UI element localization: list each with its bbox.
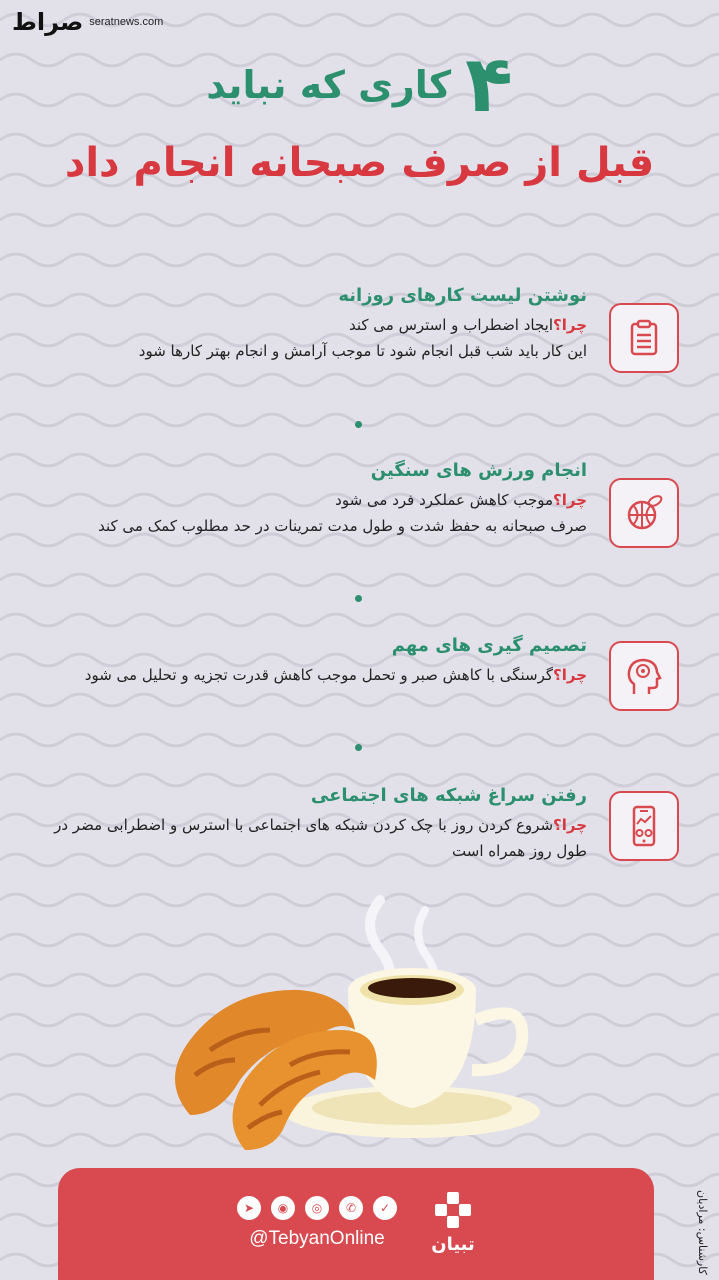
title-line1: کاری که نباید [206,63,452,107]
serat-logo: صراط [12,8,84,36]
title-line2: قبل از صرف صبحانه انجام داد [64,140,655,186]
tip-title: نوشتن لیست کارهای روزانه [338,285,587,306]
tip-title: انجام ورزش های سنگین [370,460,587,481]
title-number: ۴ [465,40,513,130]
telegram-icon[interactable]: ➤ [237,1196,261,1220]
breakfast-illustration [150,880,570,1170]
watermark [12,8,163,36]
social-handle[interactable]: @TebyanOnline [249,1227,385,1249]
tip-desc: صرف صبحانه به حفظ شدت و طول مدت تمرینات در حد مطلوب کمک می کند [98,517,587,535]
tebyan-logo-mark [431,1190,475,1230]
tip-item [40,635,679,725]
why-text: موجب کاهش عملکرد فرد می شود [335,491,554,509]
separator-dot [355,744,362,751]
why-label: چرا؟ [553,491,587,509]
clipboard-list-icon [609,303,679,373]
tebyan-logo-text: تبیان [431,1234,475,1255]
tip-desc: این کار باید شب قبل انجام شود تا موجب آرامش و انجام بهتر کارها شود [138,342,587,360]
headline [0,40,719,186]
why-label: چرا؟ [553,816,587,834]
author-credit: کارشناس: مرادیان [696,1190,709,1275]
tip-title: تصمیم گیری های مهم [391,635,587,656]
why-text: گرسنگی با کاهش صبر و تحمل موجب کاهش قدرت تجزیه و تحلیل می شود [84,666,554,684]
bale-icon[interactable]: ✓ [373,1196,397,1220]
footer-bar [58,1168,654,1280]
why-text: ایجاد اضطراب و استرس می کند [348,316,554,334]
aparat-icon[interactable]: ◉ [271,1196,295,1220]
tip-item [40,285,679,395]
sports-ball-icon [609,478,679,548]
tebyan-logo [431,1190,475,1255]
tip-item [40,460,679,575]
social-links [237,1196,397,1250]
whatsapp-icon[interactable]: ✆ [339,1196,363,1220]
thinking-head-icon [609,641,679,711]
separator-dot [355,595,362,602]
why-text: شروع کردن روز با چک کردن شبکه های اجتماعی با استرس و اضطرابی مضر در طول روز همراه است [54,816,587,860]
separator-dot [355,421,362,428]
why-label: چرا؟ [553,316,587,334]
why-label: چرا؟ [553,666,587,684]
site-url: seratnews.com [89,16,164,28]
tip-title: رفتن سراغ شبکه های اجتماعی [310,785,587,806]
tip-item [40,785,679,875]
instagram-icon[interactable]: ◎ [305,1196,329,1220]
mobile-phone-icon [609,791,679,861]
